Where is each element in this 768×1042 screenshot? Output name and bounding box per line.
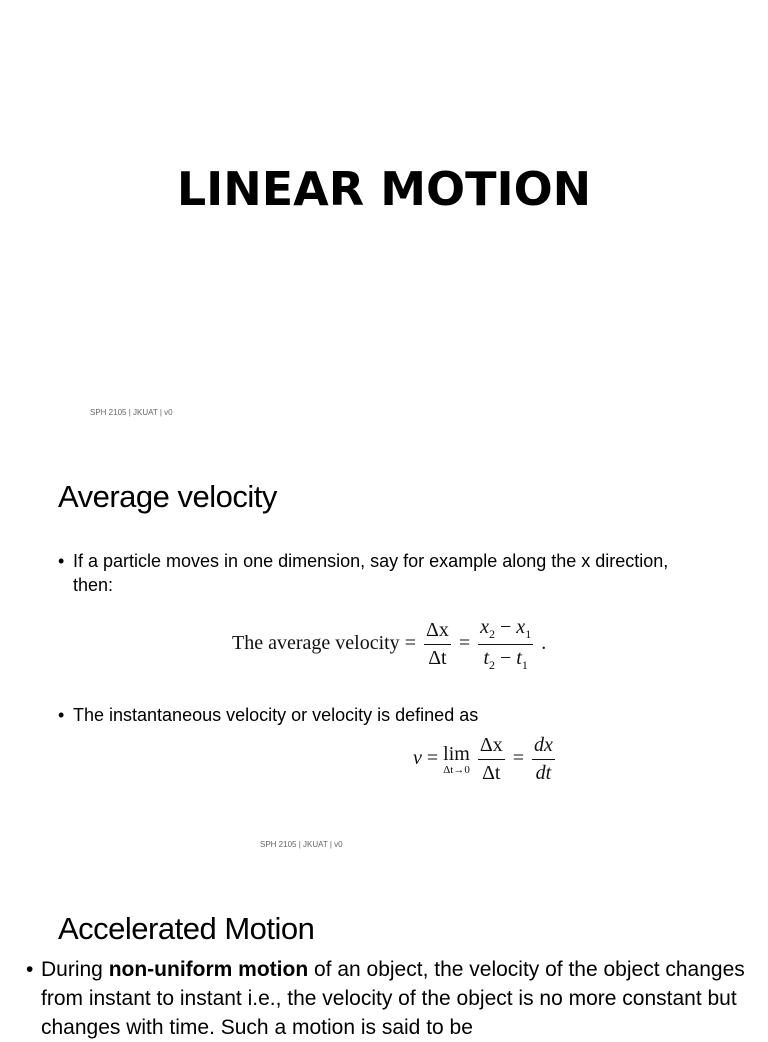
fraction-delta	[478, 734, 505, 785]
bullet-text-bold: non-uniform motion	[108, 958, 309, 981]
variable: x	[480, 616, 490, 638]
fraction-difference	[478, 616, 533, 673]
average-velocity-equation	[232, 616, 546, 673]
fraction-derivative	[532, 734, 555, 785]
slide-heading: Accelerated Motion	[58, 911, 315, 946]
limit-subscript: Δt→0	[443, 764, 470, 776]
operator: −	[495, 616, 517, 638]
equals-sign: =	[512, 747, 524, 770]
bullet-dot-icon: •	[58, 551, 65, 571]
equation-lhs: The average velocity	[232, 632, 400, 655]
bullet-item	[58, 703, 698, 727]
subscript: 2	[489, 658, 496, 672]
fraction-denominator: dt	[535, 762, 552, 784]
bullet-text: The instantaneous velocity or velocity is defined as	[73, 705, 479, 725]
variable: t	[516, 647, 522, 669]
equals-sign: =	[458, 632, 471, 655]
fraction-numerator: dx	[532, 734, 555, 760]
instantaneous-velocity-equation	[413, 734, 558, 785]
slide-title	[0, 0, 768, 440]
page-title: LINEAR MOTION	[176, 162, 592, 216]
equals-sign: =	[426, 747, 439, 770]
fraction-numerator	[478, 616, 533, 645]
bullet-text-rest: of an object, the velocity of the object changes from instant to instant i.e., the velocity of the object is no more constant but changes with time. Such a motion is said to be	[41, 958, 745, 1039]
fraction-delta	[424, 619, 451, 670]
fraction-numerator: Δx	[424, 619, 451, 645]
slide-footer: SPH 2105 | JKUAT | v0	[260, 840, 343, 849]
variable: v	[413, 747, 422, 770]
bullet-item	[26, 955, 751, 1042]
equals-sign: =	[404, 632, 416, 655]
subscript: 2	[489, 627, 496, 641]
limit-label: lim	[443, 743, 470, 765]
slide-heading: Average velocity	[58, 479, 277, 514]
bullet-dot-icon: •	[26, 958, 34, 981]
bullet-item	[58, 549, 698, 597]
fraction-denominator	[478, 645, 533, 673]
bullet-dot-icon: •	[58, 705, 65, 725]
operator: −	[495, 647, 517, 669]
fraction-numerator: Δx	[478, 734, 505, 760]
variable: x	[516, 616, 526, 638]
bullet-text-prefix: During	[41, 958, 109, 981]
subscript: 1	[525, 627, 532, 641]
bullet-text: If a particle moves in one dimension, say for example along the x direction, then:	[73, 551, 669, 595]
fraction-denominator: Δt	[428, 647, 447, 669]
equation-end: .	[541, 632, 547, 655]
bullet-text	[26, 955, 751, 1042]
subscript: 1	[521, 658, 528, 672]
variable: t	[483, 647, 490, 669]
fraction-denominator: Δt	[482, 762, 501, 784]
slide-accelerated-motion	[0, 860, 768, 1039]
slide-footer: SPH 2105 | JKUAT | v0	[90, 408, 173, 417]
slide-average-velocity	[0, 440, 768, 860]
limit-operator	[443, 743, 470, 776]
